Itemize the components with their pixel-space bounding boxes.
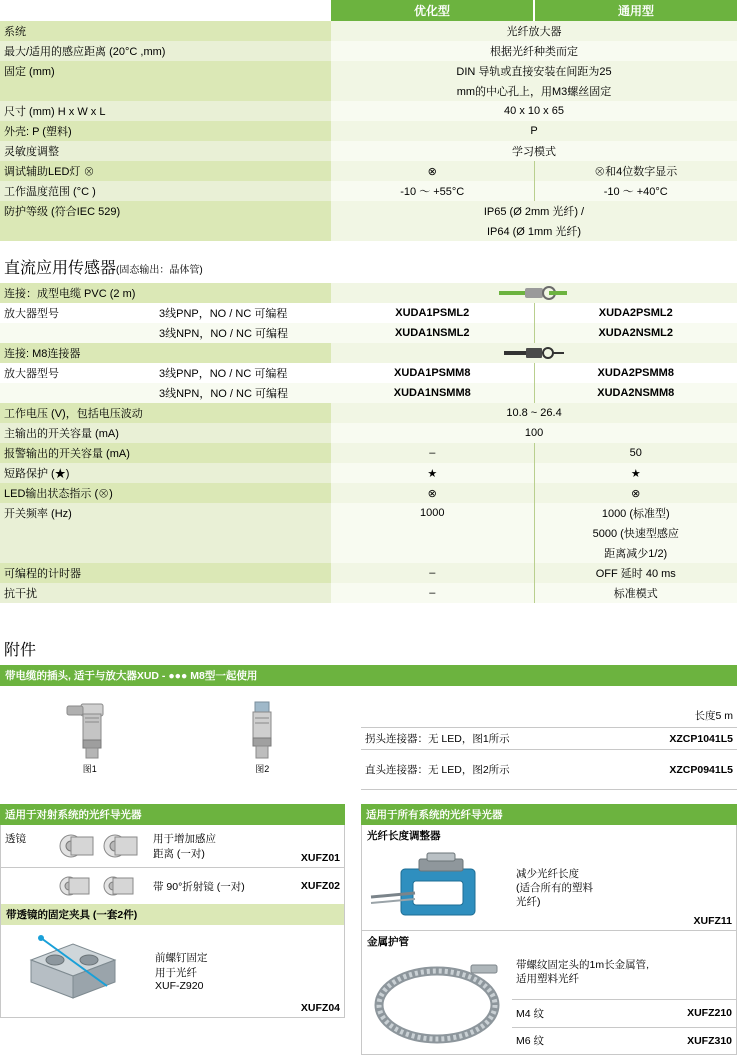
row-label <box>0 221 331 241</box>
row-value-a: 1000 <box>331 503 534 523</box>
clamp-desc-2: 用于光纤 <box>155 967 197 979</box>
table-row <box>0 363 737 383</box>
model-ref-b: XUDA2PSMM8 <box>534 363 737 383</box>
adjuster-desc-1: 减少光纤长度 <box>516 867 579 880</box>
figure-2-caption: 图2 <box>255 764 270 774</box>
specifications-table <box>0 0 737 241</box>
dc-title-text: 直流应用传感器 <box>4 260 117 277</box>
row-label: 尺寸 (mm) H x W x L <box>0 101 331 121</box>
adjuster-ref: XUFZ11 <box>693 915 732 927</box>
sheath-desc <box>512 952 736 999</box>
row-label: 连接: M8连接器 <box>0 343 331 363</box>
lens-desc <box>149 825 269 868</box>
row-label: 防护等级 (符合IEC 529) <box>0 201 331 221</box>
table-row <box>361 750 737 790</box>
row-label: 开关频率 (Hz) <box>0 503 331 523</box>
plug-figures <box>0 686 345 790</box>
fiber-length-adjuster-subhead: 光纤长度调整器 <box>362 825 736 846</box>
row-label: 可编程的计时器 <box>0 563 331 583</box>
table-row <box>0 503 737 523</box>
row-label: 短路保护 (★) <box>0 463 331 483</box>
all-systems-fiber-panel <box>361 804 737 1055</box>
row-value-a: ★ <box>331 463 534 483</box>
table-row <box>0 221 737 241</box>
row-sublabel: 3线NPN，NO / NC 可编程 <box>155 323 331 343</box>
table-row <box>0 81 737 101</box>
clamp-figure <box>1 925 151 1017</box>
row-label: 工作温度范围 (°C ) <box>0 181 331 201</box>
header-universal: 通用型 <box>534 0 737 21</box>
thru-beam-body <box>0 825 345 1018</box>
row-value-b: 1000 (标准型) <box>534 503 737 523</box>
row-label: 抗干扰 <box>0 583 331 603</box>
table-row <box>0 101 737 121</box>
table-row <box>0 161 737 181</box>
row-value-b: ⊗ <box>534 483 737 503</box>
clamp-table <box>1 925 344 1017</box>
clamp-desc <box>151 925 269 1017</box>
table-row <box>0 323 737 343</box>
adjuster-desc-2: (适合所有的塑料 <box>516 881 593 894</box>
table-row <box>0 563 737 583</box>
thread-ref: XUFZ210 <box>687 1007 733 1020</box>
length-label: 长度5 m <box>694 710 733 722</box>
row-value-span: DIN 导轨或直接安装在间距为25 <box>331 61 737 81</box>
thru-beam-fiber-panel <box>0 804 345 1055</box>
table-row <box>1 868 344 905</box>
row-sublabel: 3线NPN，NO / NC 可编程 <box>155 383 331 403</box>
row-label: LED输出状态指示 (⊗) <box>0 483 331 503</box>
mirror-pair-icon <box>53 871 145 901</box>
row-value-a: -10 ～ +55°C <box>331 181 534 201</box>
row-label: 最大/适用的感应距离 (20°C ,mm) <box>0 41 331 61</box>
plug-desc: 拐头连接器：无 LED，图1所示 <box>365 733 510 745</box>
row-value-b: 距离减少1/2) <box>534 543 737 563</box>
header-optimized: 优化型 <box>331 0 534 21</box>
thread-desc: M6 纹 <box>516 1035 545 1048</box>
plug-section <box>0 686 737 790</box>
row-label <box>0 383 155 403</box>
lens-desc-2: 距离 (一对) <box>153 848 205 860</box>
row-value-a: ⊗ <box>331 161 534 181</box>
row-value-b: 50 <box>534 443 737 463</box>
table-row <box>0 543 737 563</box>
table-row <box>0 403 737 423</box>
plug-cable-bar: 带电缆的插头, 适于与放大器XUD - ●●● M8型一起使用 <box>0 665 737 686</box>
sheath-figure <box>362 952 512 1054</box>
header-blank <box>0 0 331 21</box>
plug-refs <box>361 727 737 790</box>
model-ref-a: XUDA1PSML2 <box>331 303 534 323</box>
table-row <box>0 523 737 543</box>
row-sublabel: 3线PNP，NO / NC 可编程 <box>155 303 331 323</box>
row-label: 灵敏度调整 <box>0 141 331 161</box>
row-value-span: IP64 (Ø 1mm 光纤) <box>331 221 737 241</box>
row-label: 报警输出的开关容量 (mA) <box>0 443 331 463</box>
row-value-b: -10 ～ +40°C <box>534 181 737 201</box>
fixing-clamp-icon <box>5 928 147 1014</box>
m8-connector-icon <box>335 346 733 360</box>
table-row <box>0 583 737 603</box>
row-value-a: – <box>331 443 534 463</box>
model-ref-a: XUDA1NSML2 <box>331 323 534 343</box>
figure-1 <box>63 700 117 775</box>
table-row <box>0 303 737 323</box>
row-value-a <box>331 543 534 563</box>
cable-icon <box>335 286 733 300</box>
row-label: 放大器型号 <box>0 303 155 323</box>
connector-cable-row <box>0 283 737 303</box>
m8-connector-figure <box>331 343 737 363</box>
row-value-span: 根据光纤种类而定 <box>331 41 737 61</box>
lens-label: 透镜 <box>5 833 26 845</box>
plug-ref: XZCP1041L5 <box>669 732 733 745</box>
row-value-span: 40 x 10 x 65 <box>331 101 737 121</box>
table-row <box>0 201 737 221</box>
fiber-cutter-icon <box>366 849 508 927</box>
adjuster-figure <box>362 846 512 930</box>
thread-ref: XUFZ310 <box>687 1034 733 1047</box>
model-ref-b: XUDA2PSML2 <box>534 303 737 323</box>
fiber-accessories <box>0 804 737 1055</box>
lens-desc-1: 用于增加感应 <box>153 833 216 845</box>
clamp-ref: XUFZ04 <box>300 1002 340 1014</box>
model-ref-b: XUDA2NSMM8 <box>534 383 737 403</box>
metal-sheath-subhead: 金属护管 <box>362 930 736 952</box>
table-header-row <box>0 0 737 21</box>
row-label: 固定 (mm) <box>0 61 331 81</box>
fiber-adjuster-table <box>362 846 736 930</box>
lens-figure <box>49 825 149 868</box>
row-label: 连接：成型电缆 PVC (2 m) <box>0 283 331 303</box>
dc-section-title <box>0 255 737 278</box>
row-value-span: 10.8 ~ 26.4 <box>331 403 737 423</box>
row-value-a: ⊗ <box>331 483 534 503</box>
row-value-span: 光纤放大器 <box>331 21 737 41</box>
mirror-ref: XUFZ02 <box>300 880 340 892</box>
row-label: 系统 <box>0 21 331 41</box>
row-label <box>0 543 331 563</box>
sheath-desc-2: 适用塑料光纤 <box>516 973 579 986</box>
mirror-desc: 带 90°折射镜 (一对) <box>153 880 245 893</box>
figure-1-caption: 图1 <box>82 764 97 774</box>
all-systems-body <box>361 825 737 1055</box>
plug-reference-table <box>361 686 737 790</box>
lens-pair-icon <box>53 828 145 864</box>
adjuster-desc-3: 光纤) <box>516 896 541 909</box>
table-row <box>362 952 736 999</box>
connector-m8-row <box>0 343 737 363</box>
row-value-b: 标准模式 <box>534 583 737 603</box>
thread-desc: M4 纹 <box>516 1007 545 1020</box>
metal-sheath-table <box>362 952 736 1054</box>
row-value-span: 100 <box>331 423 737 443</box>
table-row <box>0 423 737 443</box>
row-value-b: ★ <box>534 463 737 483</box>
row-label <box>0 523 331 543</box>
table-row <box>0 121 737 141</box>
row-value-span: 学习模式 <box>331 141 737 161</box>
table-row <box>0 463 737 483</box>
angled-connector-icon <box>63 700 117 762</box>
straight-connector-icon <box>242 700 282 762</box>
table-row <box>0 443 737 463</box>
dc-models-table <box>0 283 737 403</box>
table-row <box>362 846 736 930</box>
lens-label-2 <box>1 868 49 905</box>
dc-characteristics-table <box>0 403 737 603</box>
clamp-desc-3: XUF-Z920 <box>155 980 204 992</box>
table-row <box>1 925 344 1017</box>
accessories-title: 附件 <box>4 642 37 659</box>
table-row <box>0 483 737 503</box>
row-label <box>0 323 155 343</box>
clamp-desc-1: 前螺钉固定 <box>155 952 208 964</box>
model-ref-a: XUDA1PSMM8 <box>331 363 534 383</box>
row-value-a <box>331 523 534 543</box>
adjuster-desc <box>512 846 652 930</box>
table-row <box>0 21 737 41</box>
row-value-a: – <box>331 563 534 583</box>
table-row <box>361 728 737 750</box>
row-label: 工作电压 (V)，包括电压波动 <box>0 403 331 423</box>
row-value-b: 5000 (快速型感应 <box>534 523 737 543</box>
table-row <box>0 41 737 61</box>
all-systems-bar: 适用于所有系统的光纤导光器 <box>361 804 737 825</box>
model-ref-b: XUDA2NSML2 <box>534 323 737 343</box>
row-label: 主输出的开关容量 (mA) <box>0 423 331 443</box>
row-value-b: ⊗和4位数字显示 <box>534 161 737 181</box>
plug-ref: XZCP0941L5 <box>669 763 733 776</box>
lens-ref: XUFZ01 <box>300 852 340 864</box>
table-row <box>0 141 737 161</box>
row-label: 外壳: P (塑料) <box>0 121 331 141</box>
clamp-subhead: 带透镜的固定夹具 (一套2件) <box>1 904 344 925</box>
table-row <box>0 383 737 403</box>
dc-title-sub: (固态输出：晶体管) <box>116 265 203 276</box>
model-ref-a: XUDA1NSMM8 <box>331 383 534 403</box>
table-row <box>0 61 737 81</box>
row-label: 放大器型号 <box>0 363 155 383</box>
row-label: 调试辅助LED灯 ⊗ <box>0 161 331 181</box>
row-value-span: P <box>331 121 737 141</box>
cable-connector-figure <box>331 283 737 303</box>
row-value-span: mm的中心孔上，用M3螺丝固定 <box>331 81 737 101</box>
figure-2 <box>242 700 282 775</box>
table-row <box>1 825 344 868</box>
row-value-span: IP65 (Ø 2mm 光纤) / <box>331 201 737 221</box>
table-row <box>0 181 737 201</box>
plug-desc: 直头连接器：无 LED，图2所示 <box>365 764 510 776</box>
row-value-a: – <box>331 583 534 603</box>
thru-beam-bar: 适用于对射系统的光纤导光器 <box>0 804 345 825</box>
row-sublabel: 3线PNP，NO / NC 可编程 <box>155 363 331 383</box>
row-label <box>0 81 331 101</box>
row-value-b: OFF 延时 40 ms <box>534 563 737 583</box>
mirror-figure <box>49 868 149 905</box>
lens-table <box>1 825 344 904</box>
sheath-desc-1: 带螺纹固定头的1m长金属管, <box>516 959 650 971</box>
metal-sheath-icon <box>366 955 508 1051</box>
